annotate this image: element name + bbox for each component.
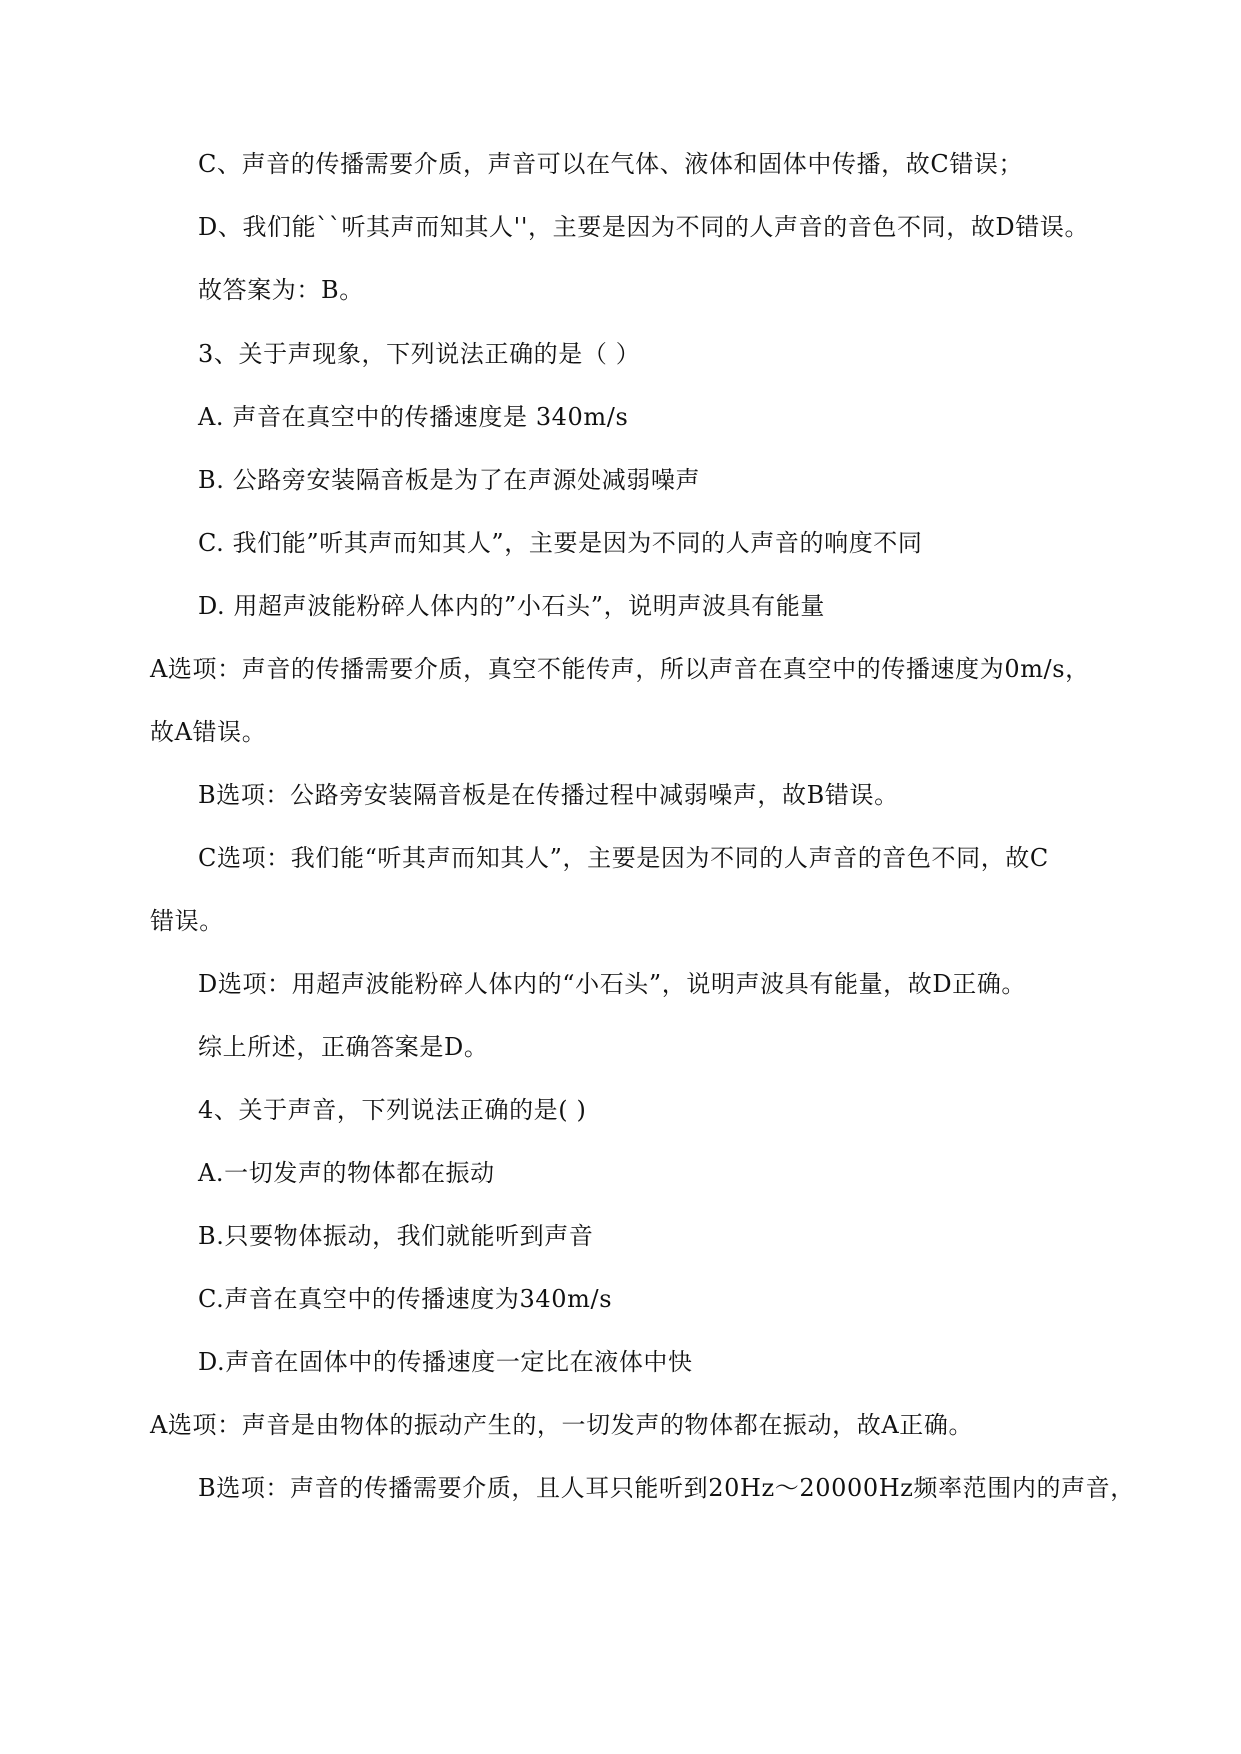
text-line: D选项：用超声波能粉碎人体内的“小石头”，说明声波具有能量，故D正确。 — [198, 970, 1027, 998]
text-line: 故答案为：B。 — [198, 276, 364, 304]
text-line: 综上所述，正确答案是D。 — [198, 1033, 489, 1061]
question-4-option-c: C.声音在真空中的传播速度为340m/s — [198, 1285, 613, 1313]
text-line: C、声音的传播需要介质，声音可以在气体、液体和固体中传播，故C错误； — [198, 150, 1024, 178]
question-3-option-b: B. 公路旁安装隔音板是为了在声源处减弱噪声 — [198, 466, 701, 494]
text-line: A选项：声音的传播需要介质，真空不能传声，所以声音在真空中的传播速度为0m/s， — [150, 655, 1090, 683]
text-line: A选项：声音是由物体的振动产生的，一切发声的物体都在振动，故A正确。 — [150, 1411, 974, 1439]
question-4-stem: 4、关于声音，下列说法正确的是( ) — [198, 1096, 587, 1124]
question-4-option-d: D.声音在固体中的传播速度一定比在液体中快 — [198, 1348, 693, 1376]
text-line: D、我们能``听其声而知其人''，主要是因为不同的人声音的音色不同，故D错误。 — [198, 213, 1090, 241]
question-3-option-a: A. 声音在真空中的传播速度是 340m/s — [198, 403, 629, 431]
question-4-option-b: B.只要物体振动，我们就能听到声音 — [198, 1222, 594, 1250]
question-3-option-c: C. 我们能”听其声而知其人”，主要是因为不同的人声音的响度不同 — [198, 529, 923, 557]
text-line: C选项：我们能“听其声而知其人”，主要是因为不同的人声音的音色不同，故C — [198, 844, 1049, 872]
text-line: B选项：公路旁安装隔音板是在传播过程中减弱噪声，故B错误。 — [198, 781, 899, 809]
question-4-option-a: A.一切发声的物体都在振动 — [198, 1159, 495, 1187]
question-3-option-d: D. 用超声波能粉碎人体内的”小石头”，说明声波具有能量 — [198, 592, 825, 620]
text-line: 错误。 — [150, 907, 224, 935]
text-line: 故A错误。 — [150, 718, 267, 746]
question-3-stem: 3、关于声现象，下列说法正确的是（ ） — [198, 340, 641, 368]
text-line: B选项：声音的传播需要介质，且人耳只能听到20Hz～20000Hz频率范围内的声音， — [198, 1474, 1135, 1502]
